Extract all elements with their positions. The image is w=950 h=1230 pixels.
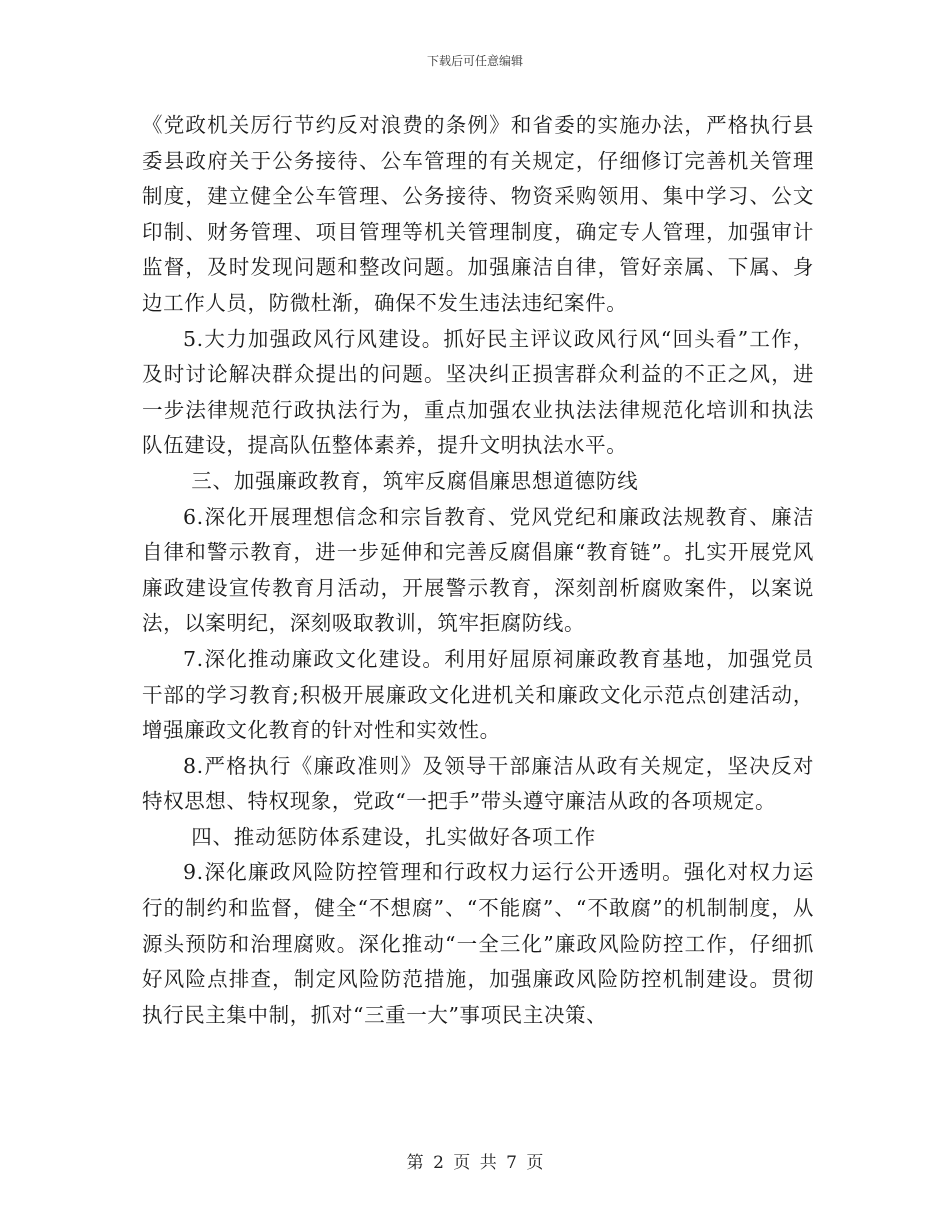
- paragraph-item-9: 9.深化廉政风险防控管理和行政权力运行公开透明。强化对权力运行的制约和监督，健全“不想腐”、“不能腐”、“不敢腐”的机制制度，从源头预防和治理腐败。深化推动“一全三化”廉政风险防控工作，仔细抓好风险点排查，制定风险防范措施，加强廉政风险防控机制建设。贯彻执行民主集中制，抓对“三重一大”事项民主决策、: [142, 860, 814, 1027]
- paragraph-item-8: 8.严格执行《廉政准则》及领导干部廉洁从政有关规定，坚决反对特权思想、特权现象，党政“一把手”带头遵守廉洁从政的各项规定。: [142, 753, 814, 814]
- document-body: [142, 108, 814, 1033]
- header-note: 下载后可任意编辑: [426, 54, 523, 68]
- section-heading-4: 四、推动惩防体系建设，扎实做好各项工作: [191, 824, 596, 849]
- page-indicator: 第 2 页 共 7 页: [406, 1153, 544, 1173]
- paragraph-continuation: 《党政机关厉行节约反对浪费的条例》和省委的实施办法，严格执行县委县政府关于公务接待、公车管理的有关规定，仔细修订完善机关管理制度，建立健全公车管理、公务接待、物资采购领用、集中学习、公文印制、财务管理、项目管理等机关管理制度，确定专人管理，加强审计监督，及时发现问题和整改问题。加强廉洁自律，管好亲属、下属、身边工作人员，防微杜渐，确保不发生违法违纪案件。: [142, 113, 814, 315]
- section-heading-3: 三、加强廉政教育，筑牢反腐倡廉思想道德防线: [191, 468, 639, 493]
- paragraph-item-7: 7.深化推动廉政文化建设。利用好屈原祠廉政教育基地，加强党员干部的学习教育;积极开展廉政文化进机关和廉政文化示范点创建活动，增强廉政文化教育的针对性和实效性。: [142, 646, 814, 743]
- paragraph-item-5: 5.大力加强政风行风建设。抓好民主评议政风行风“回头看”工作，及时讨论解决群众提出的问题。坚决纠正损害群众利益的不正之风，进一步法律规范行政执法行为，重点加强农业执法法律规范化培训和执法队伍建设，提高队伍整体素养，提升文明执法水平。: [142, 326, 814, 458]
- paragraph-item-6: 6.深化开展理想信念和宗旨教育、党风党纪和廉政法规教育、廉洁自律和警示教育，进一步延伸和完善反腐倡廉“教育链”。扎实开展党风廉政建设宣传教育月活动，开展警示教育，深刻剖析腐败案件，以案说法，以案明纪，深刻吸取教训，筑牢拒腐防线。: [142, 504, 814, 636]
